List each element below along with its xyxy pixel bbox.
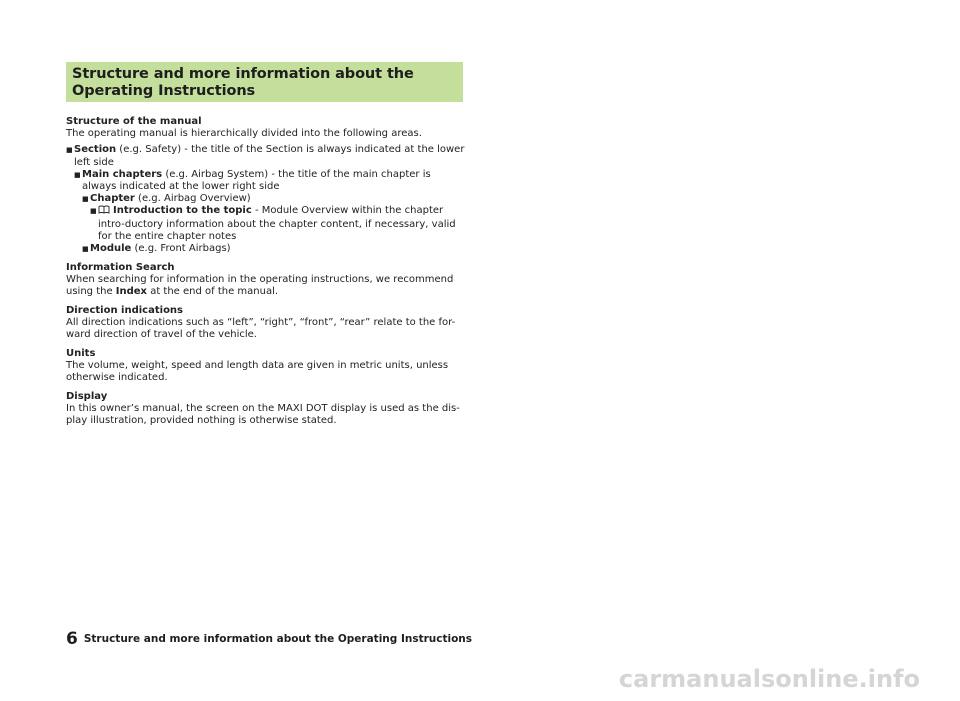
units-section — [66, 348, 466, 385]
direction-heading: Direction indications — [66, 304, 184, 316]
footer-title: Structure and more information about the Operating Instructions — [83, 633, 473, 645]
info-search-text-before: When searching for information in the operating instructions, we recommend using the — [66, 273, 454, 298]
structure-section — [66, 116, 466, 255]
item-text: (e.g. Front Airbags) — [131, 243, 231, 255]
bullet-icon: ■ — [90, 207, 97, 216]
list-item-introduction — [66, 205, 466, 243]
info-search-heading: Information Search — [66, 261, 175, 273]
index-link: Index — [115, 286, 148, 298]
item-text: (e.g. Airbag Overview) — [134, 193, 251, 205]
item-bold: Section — [74, 144, 117, 156]
units-text: The volume, weight, speed and length data are given in metric units, unless otherwise indicated. — [66, 360, 449, 384]
page-title: Structure and more information about the Operating Instructions — [72, 66, 414, 99]
book-icon — [98, 205, 110, 218]
item-text: (e.g. Airbag System) - the title of the main chapter is always indicated at the lower right side — [82, 168, 431, 193]
display-text: In this owner’s manual, the screen on the MAXI DOT display is used as the dis-play illustration, provided nothing is otherwise stated. — [66, 403, 460, 427]
page-footer — [66, 628, 472, 650]
structure-list — [66, 144, 466, 255]
structure-intro: The operating manual is hierarchically divided into the following areas. — [66, 128, 422, 140]
item-bold: Module — [90, 243, 132, 255]
direction-section — [66, 305, 466, 342]
units-heading: Units — [66, 347, 96, 359]
section-header-bar — [66, 62, 463, 102]
display-heading: Display — [66, 391, 108, 403]
item-bold: Main chapters — [82, 168, 163, 180]
watermark-logo: carmanualsonline.info — [618, 665, 920, 693]
manual-content — [66, 116, 466, 434]
info-search-section — [66, 262, 466, 299]
item-bold: Introduction to the topic — [113, 205, 252, 217]
list-item-module — [66, 243, 466, 255]
item-text: - Module Overview within the chapter intro-ductory information about the chapter content, if necessary, valid for the entire chapter notes — [98, 205, 456, 242]
item-text: (e.g. Safety) - the title of the Section is always indicated at the lower left side — [74, 144, 465, 168]
bullet-icon: ■ — [74, 170, 81, 179]
structure-heading: Structure of the manual — [66, 116, 202, 127]
list-item-section — [66, 144, 466, 168]
item-bold: Chapter — [90, 193, 135, 205]
list-item-chapter — [66, 193, 466, 205]
bullet-icon: ■ — [82, 195, 89, 204]
page-number: 6 — [66, 629, 78, 649]
direction-text: All direction indications such as “left”, “right”, “front”, “rear” relate to the for-ward direction of travel of the vehicle. — [66, 317, 456, 341]
info-search-text-after: at the end of the manual. — [147, 286, 279, 298]
info-search-text — [66, 274, 466, 298]
list-item-main-chapters — [66, 169, 466, 193]
bullet-icon: ■ — [82, 245, 89, 254]
display-section — [66, 391, 466, 428]
bullet-icon: ■ — [66, 146, 73, 155]
